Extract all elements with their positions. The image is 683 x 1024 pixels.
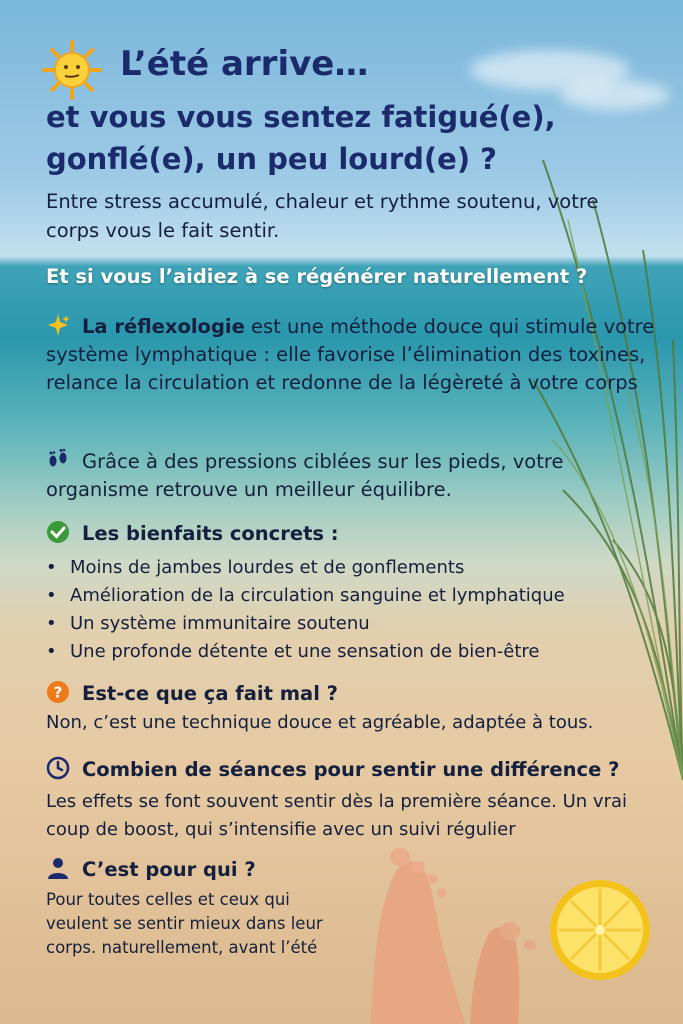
list-item: • Une profonde détente et une sensation de bien-être [46,638,565,666]
seances-text: Les effets se font souvent sentir dès la première séance. Un vrai coup de boost, qui s’intensifie avec un suivi régulier [46,791,628,840]
list-item: • Un système immunitaire soutenu [46,610,565,638]
bienfaits-title: Les bienfaits concrets : [82,522,339,545]
intro-text: Entre stress accumulé, chaleur et rythme soutenu, votre corps vous le fait sentir. [46,190,599,242]
title-line-1: L’été arrive… [120,44,369,84]
person-icon [46,856,70,880]
list-item: • Amélioration de la circulation sanguine et lymphatique [46,582,565,610]
seances-heading [46,756,619,781]
sparkle-icon [46,313,70,337]
reflexologie-paragraph [46,313,666,397]
qui-heading [46,856,256,881]
seances-title: Combien de séances pour sentir une différence ? [82,758,620,781]
reflexologie-text: est une méthode douce qui stimule votre système lymphatique : elle favorise l’élimination des toxines, relance la circulation et redonne de la légèreté à votre corps [46,315,655,394]
bienfaits-heading [46,520,339,545]
title-line-2: et vous vous sentez fatigué(e), gonflé(e), un peu lourd(e) ? [46,100,556,176]
mal-title: Est-ce que ça fait mal ? [82,682,338,705]
bienfaits-list [46,554,565,666]
regeneration-question: Et si vous l’aidiez à se régénérer naturellement ? [46,265,588,288]
mal-text: Non, c’est une technique douce et agréable, adaptée à tous. [46,712,594,733]
reflexologie-lead: La réflexologie [82,315,245,338]
svg-text:?: ? [53,683,63,702]
pieds-paragraph [46,448,666,504]
pieds-text: Grâce à des pressions ciblées sur les pieds, votre organisme retrouve un meilleur équilibre. [46,450,564,501]
clock-icon [46,756,70,780]
footprints-icon [46,448,70,472]
qui-title: C’est pour qui ? [82,858,256,881]
list-item: • Moins de jambes lourdes et de gonflements [46,554,565,582]
qui-text: Pour toutes celles et ceux qui veulent se sentir mieux dans leur corps. naturellement, avant l’été [46,890,323,957]
question-circle-icon [46,680,70,704]
check-circle-icon [46,520,70,544]
sun-face-icon [42,40,102,100]
mal-heading [46,680,338,705]
